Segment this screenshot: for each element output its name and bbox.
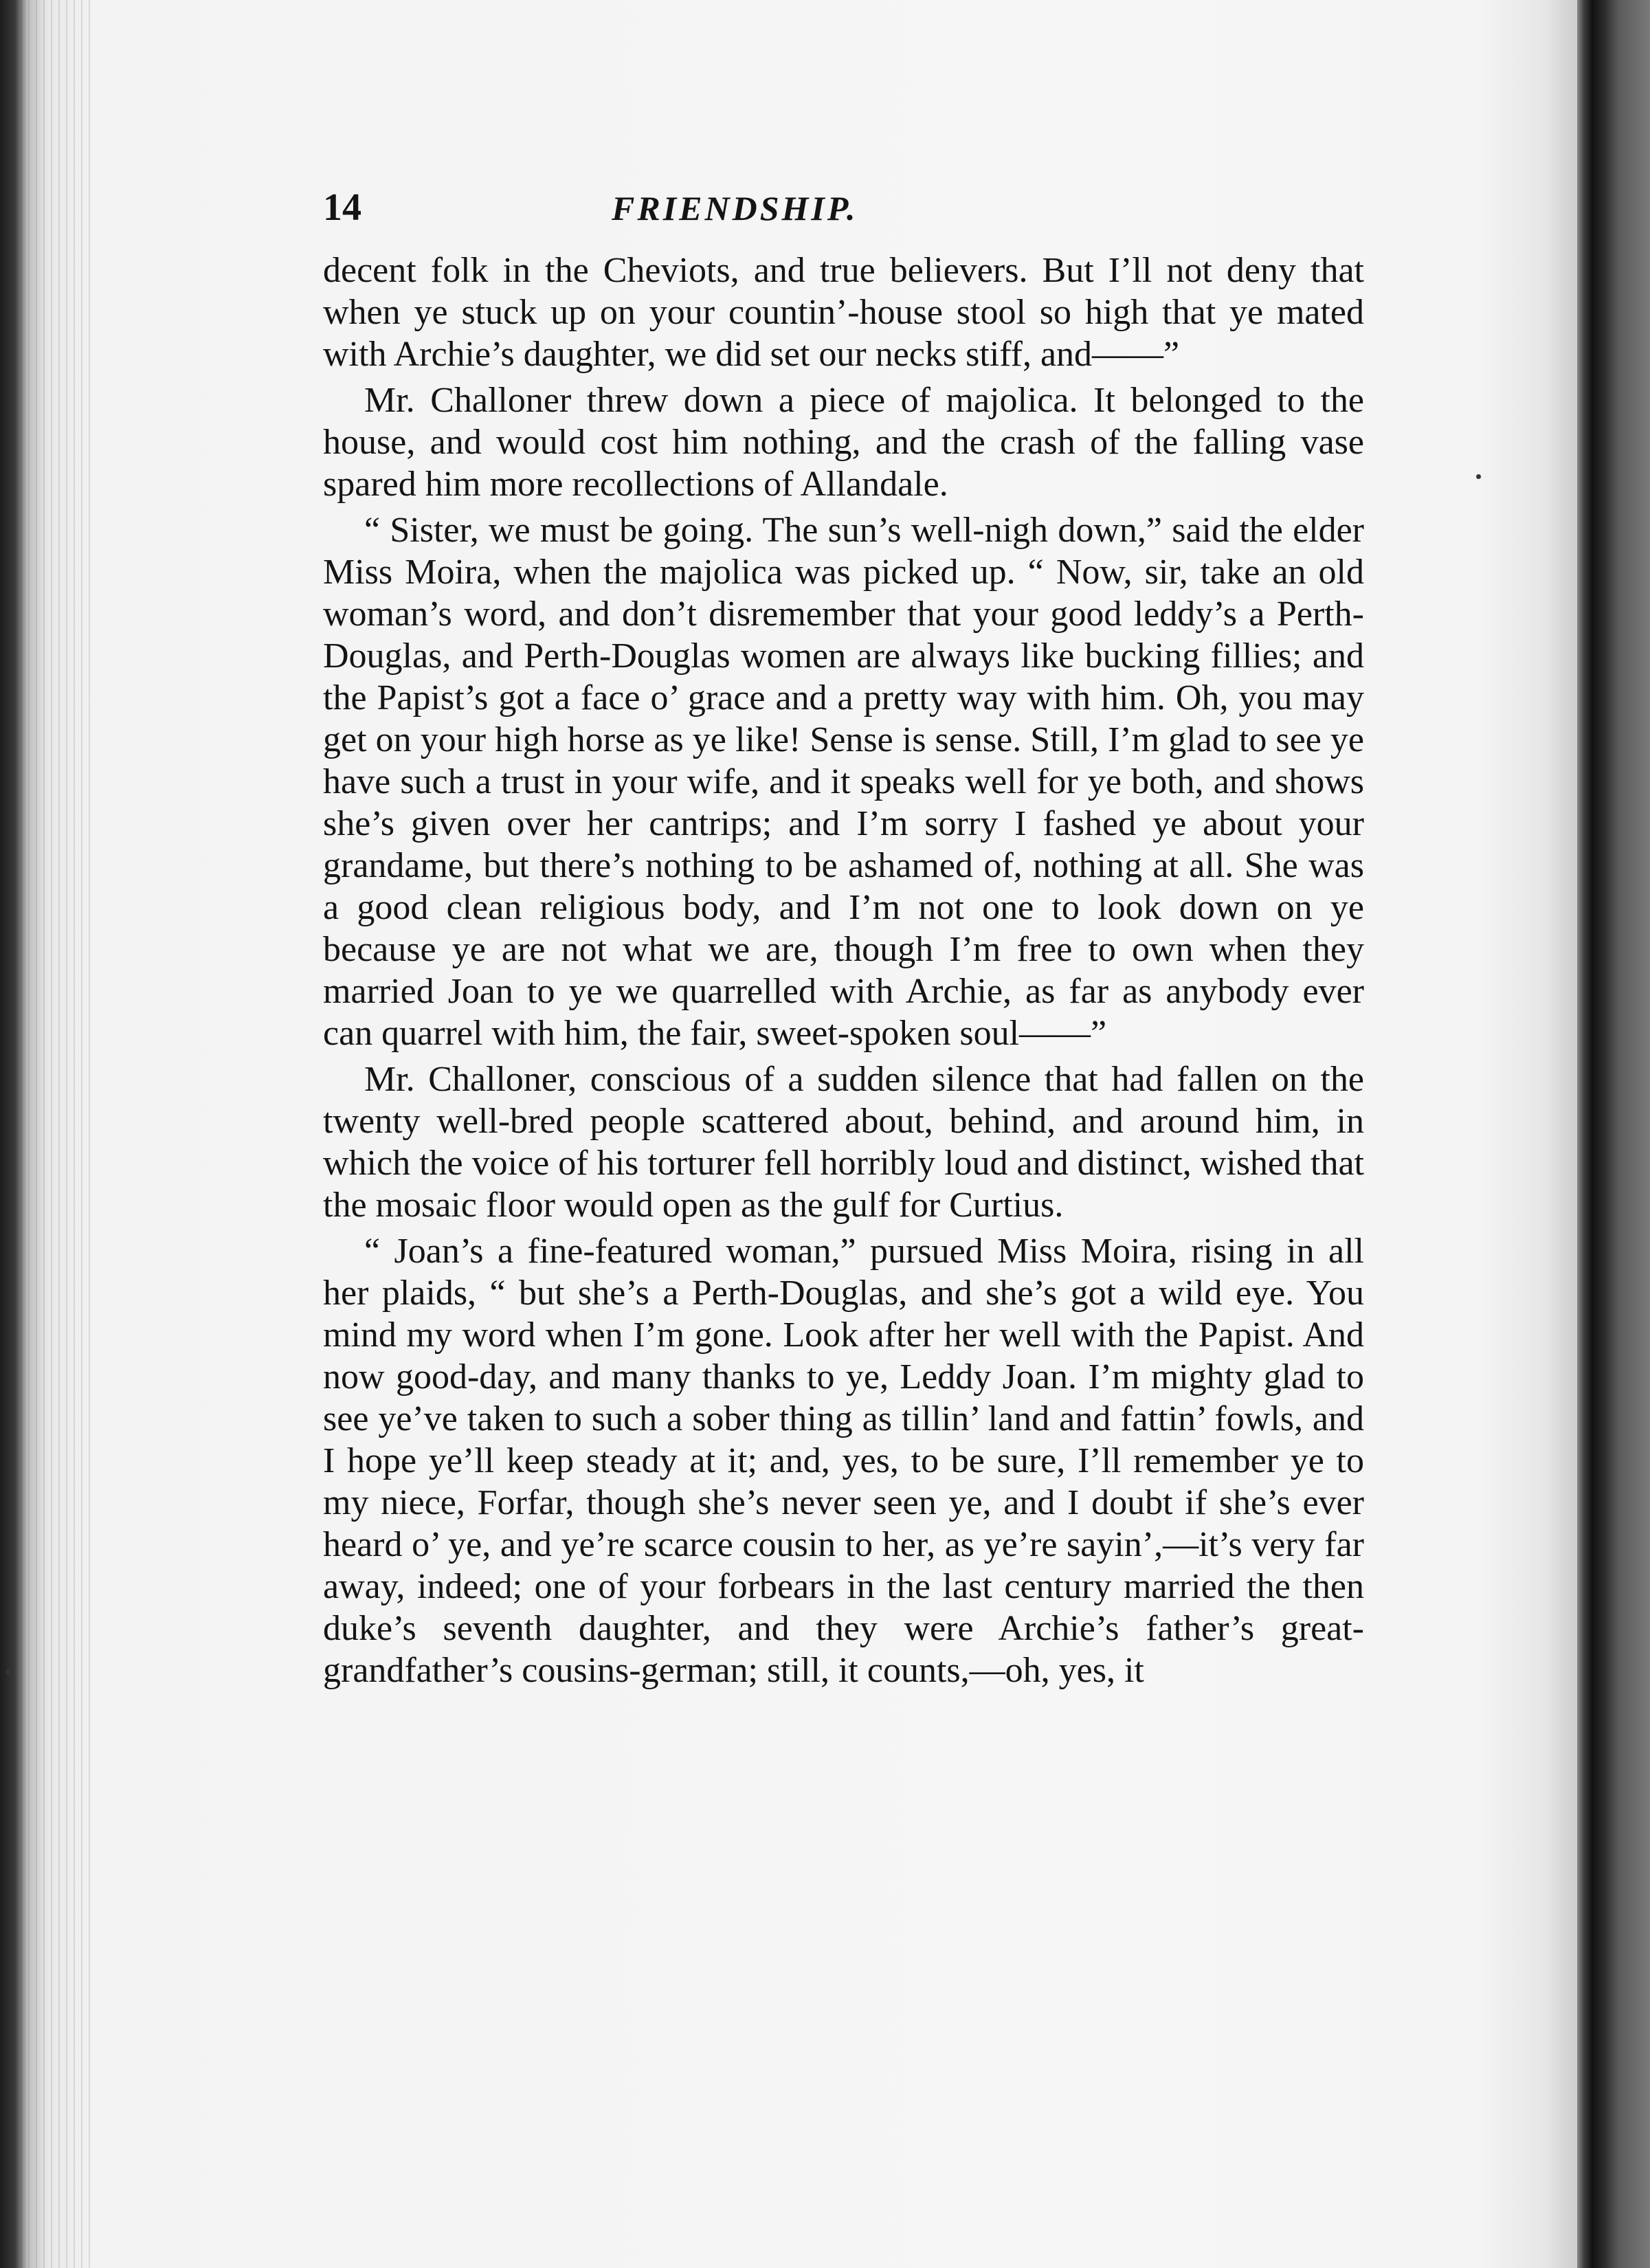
page-edges xyxy=(21,0,96,2268)
paragraph: “ Sister, we must be going. The sun’s well-nigh down,” said the elder Miss Moira, when the majolica was picked up. “ Now, sir, take an old woman’s word, and don’t disremember that your good leddy’s a Perth-Douglas, and Perth-Douglas women are always like bucking fillies; and the Papist’s got a face o’ grace and a pretty way with him. Oh, you may get on your high horse as ye like! Sense is sense. Still, I’m glad to see ye have such a trust in your wife, and it speaks well for ye both, and shows she’s given over her cantrips; and I’m sorry I fashed ye about your grandame, but there’s nothing to be ashamed of, nothing at all. She was a good clean religious body, and I’m not one to look down on ye because ye are not what we are, though I’m free to own when they married Joan to ye we quarrelled with Archie, as far as anybody ever can quarrel with him, the fair, sweet-spoken soul——” xyxy=(323,511,1364,1053)
running-title: FRIENDSHIP. xyxy=(612,189,858,227)
paragraph: “ Joan’s a fine-featured woman,” pursued Miss Moira, rising in all her plaids, “ but she’s a Perth-Douglas, and she’s got a wild eye. You mind my word when I’m gone. Look after her well with the Papist. And now good-day, and many thanks to ye, Leddy Joan. I’m mighty glad to see ye’ve taken to such a sober thing as tillin’ land and fattin’ fowls, and I hope ye’ll keep steady at it; and, yes, to be sure, I’ll remember ye to my niece, Forfar, though she’s never seen ye, and I doubt if she’s ever heard o’ ye, and ye’re scarce cousin to her, as ye’re sayin’,—it’s very far away, indeed; one of your forbears in the last century married the then duke’s seventh daughter, and they were Archie’s father’s great-grandfather’s cousins-german; still, it counts,—oh, yes, it xyxy=(323,1232,1364,1690)
page-number: 14 xyxy=(323,186,361,229)
paragraph: decent folk in the Cheviots, and true believers. But I’ll not deny that when ye stuck up on your countin’-house stool so high that ye mated with Archie’s daughter, we did set our necks stiff, and——” xyxy=(323,251,1364,374)
book-page xyxy=(323,186,1364,1696)
paragraph: Mr. Challoner, conscious of a sudden silence that had fallen on the twenty well-bred people scattered about, behind, and around him, in which the voice of his torturer fell horribly loud and distinct, wished that the mosaic floor would open as the gulf for Curtius. xyxy=(323,1060,1364,1225)
book-gutter xyxy=(1577,0,1650,2268)
body-text xyxy=(323,249,1364,1691)
speck xyxy=(5,1669,14,1675)
paragraph: Mr. Challoner threw down a piece of majolica. It belonged to the house, and would cost him nothing, and the crash of the falling vase spared him more recollections of Allandale. xyxy=(323,381,1364,504)
speck xyxy=(1476,474,1481,479)
running-head xyxy=(323,186,1364,247)
